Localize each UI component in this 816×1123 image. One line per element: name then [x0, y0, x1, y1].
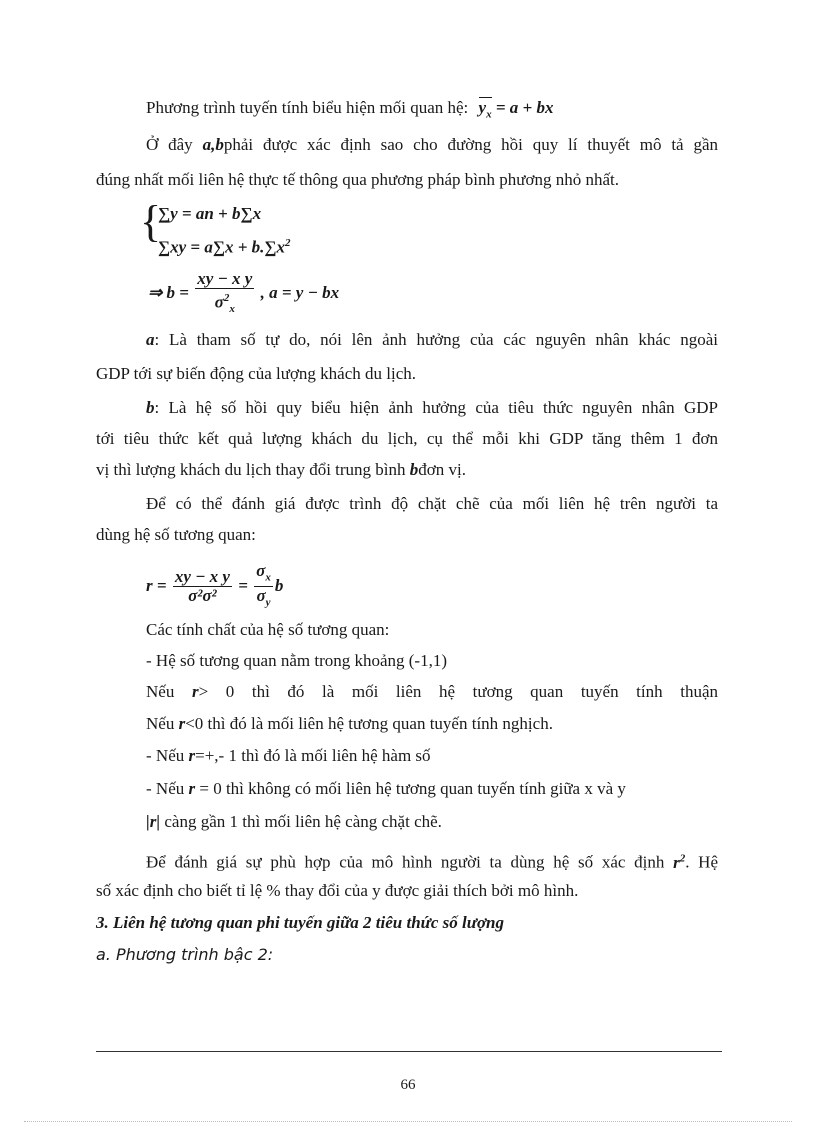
footer-rule: [96, 1051, 722, 1052]
solution-b-label: ⇒ b =: [148, 282, 189, 302]
paragraph-ab-line2: đúng nhất mối liên hệ thực tế thông qua phương pháp bình phương nhỏ nhất.: [96, 170, 619, 189]
linear-equation-line: [146, 98, 553, 124]
solution-a: a = y − bx: [269, 282, 340, 302]
system-equation-2: $\sum xy = a\sum x + b.\sum x^2$: [158, 237, 291, 257]
system-brace: {: [140, 197, 162, 246]
paragraph-ab-lead: Ở đây: [146, 135, 193, 154]
props-line-4: - Nếu r=+,- 1 thì đó là mối liên hệ hàm số: [146, 746, 431, 765]
corr-denominator-2: $\sigma_y$: [256, 586, 271, 609]
section-heading-3: 3. Liên hệ tương quan phi tuyến giữa 2 tiêu thức số lượng: [96, 913, 505, 932]
def-b-line1: [146, 398, 718, 418]
solution-b-denominator: $\sigma^2_x$: [214, 292, 235, 316]
props-line-3: Nếu r<0 thì đó là mối liên hệ tương quan tuyến tính nghịch.: [146, 714, 553, 733]
def-a-text: : Là tham số tự do, nói lên ảnh hưởng của các nguyên nhân khác ngoài: [154, 330, 718, 349]
corr-fraction-2: [254, 562, 273, 612]
def-b-line3: vị thì lượng khách du lịch thay đổi trung bình bđơn vị.: [96, 460, 466, 479]
symbol-a-b: a,b: [202, 135, 224, 154]
def-b-symbol: b: [146, 398, 155, 417]
corr-denominator-1: σ²σ²: [188, 586, 217, 606]
paragraph-ab-line1: [146, 135, 718, 155]
det-line1: Để đánh giá sự phù hợp của mô hình người ta dùng hệ số xác định $r^2$. Hệ: [146, 852, 719, 872]
solution-separator: ,: [260, 282, 265, 302]
props-line-5: - Nếu r = 0 thì không có mối liên hệ tương quan tuyến tính giữa x và y: [146, 779, 626, 798]
paragraph-ab-rest: phải được xác định sao cho đường hồi quy lí thuyết mô tả gần: [223, 135, 718, 154]
det-line2: số xác định cho biết tỉ lệ % thay đổi của y được giải thích bởi mô hình.: [96, 881, 579, 900]
solution-b-numerator: xy − x y: [197, 269, 253, 288]
def-a-line2: GDP tới sự biến động của lượng khách du lịch.: [96, 364, 417, 383]
system-equation-1: ∑y = an + b∑x: [158, 204, 262, 223]
corr-intro-line2: dùng hệ số tương quan:: [96, 525, 256, 544]
corr-numerator-1: xy − x y: [174, 567, 230, 587]
corr-equals: =: [238, 575, 248, 595]
def-b-text: : Là hệ số hồi quy biểu hiện ảnh hưởng của tiêu thức nguyên nhân GDP: [154, 398, 718, 417]
correlation-formula: [146, 562, 283, 612]
solution-formula: [148, 270, 339, 318]
corr-r-label: r =: [146, 575, 167, 595]
props-line-2: Nếu r> 0 thì đó là mối liên hệ tương quan tuyến tính thuận: [146, 682, 719, 701]
linear-equation-formula: $y_x$: [478, 98, 492, 121]
def-a-symbol: a: [146, 330, 155, 349]
corr-intro-line1: Để có thể đánh giá được trình độ chặt chẽ của mối liên hệ trên người ta: [146, 494, 718, 513]
corr-tail-b: b: [274, 575, 284, 595]
corr-numerator-2: $\sigma_x$: [254, 562, 273, 587]
linear-equation-text: Phương trình tuyến tính biểu hiện mối quan hệ:: [146, 98, 469, 117]
subheading-quadratic: a. Phương trình bậc 2:: [96, 945, 274, 964]
page-number: 66: [400, 1077, 416, 1093]
props-title: Các tính chất của hệ số tương quan:: [146, 620, 390, 639]
props-line-6: |r| càng gần 1 thì mối liên hệ càng chặt chẽ.: [146, 812, 442, 831]
props-line-1: - Hệ số tương quan nằm trong khoảng (-1,1): [146, 651, 448, 670]
corr-fraction-1: [173, 568, 232, 605]
def-a-line1: [146, 330, 718, 350]
linear-equation-rhs: = a + bx: [495, 98, 554, 117]
page-bottom-border: [24, 1121, 792, 1122]
def-b-line2: tới tiêu thức kết quả lượng khách du lịch, cụ thể mỗi khi GDP tăng thêm 1 đơn: [96, 429, 718, 448]
solution-b-fraction: [195, 270, 254, 318]
